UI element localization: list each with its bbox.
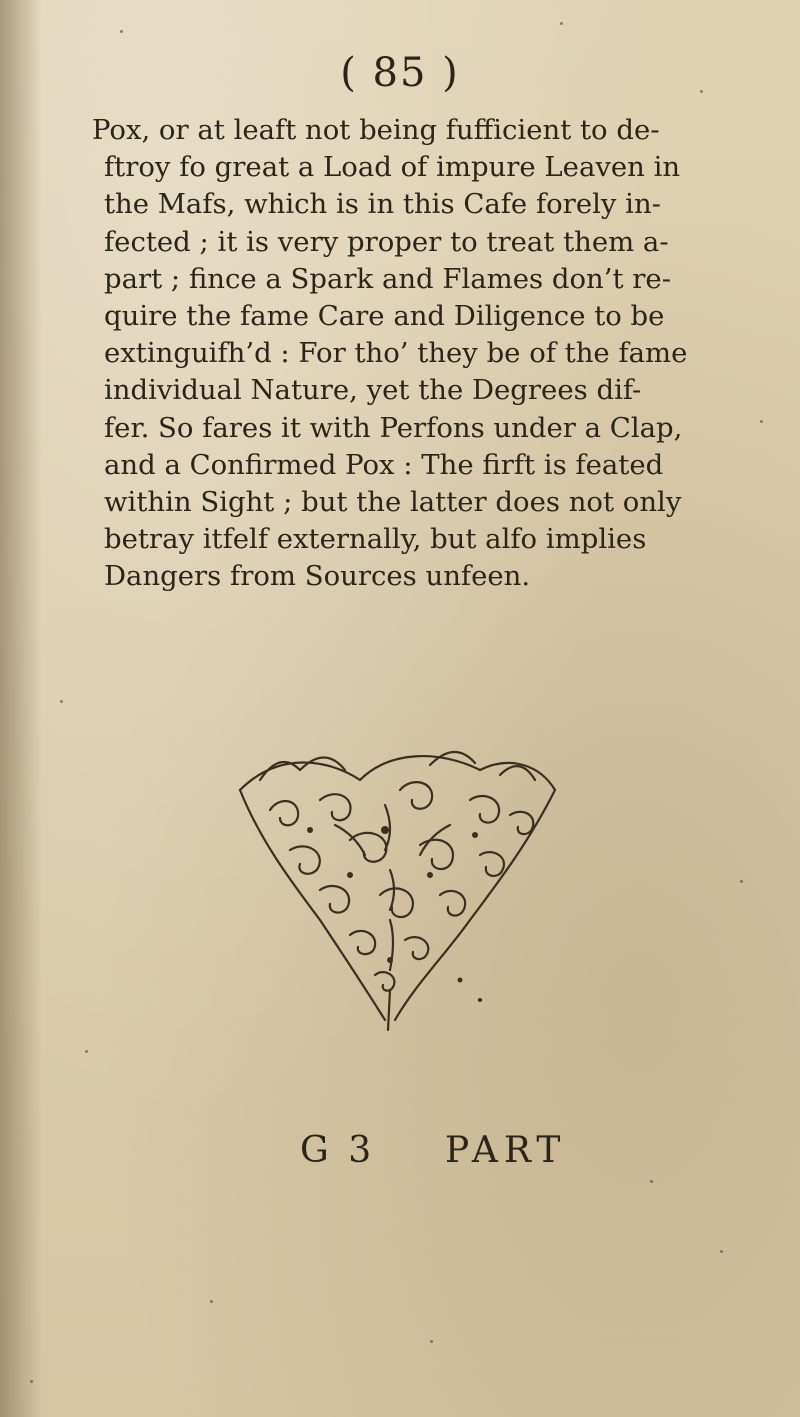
text-line: quire the fame Care and Diligence to be — [104, 300, 665, 333]
text-line: within Sight ; but the latter does not only — [104, 486, 682, 519]
page-gutter-shadow — [0, 0, 42, 1417]
text-line: Dangers from Sources unfeen. — [104, 560, 531, 593]
body-text — [92, 112, 732, 596]
text-line: fected ; it is very proper to treat them a- — [104, 225, 669, 258]
text-line: the Mafs, which is in this Cafe forely in- — [104, 188, 661, 221]
page-number: ( 85 ) — [340, 50, 460, 96]
text-line: individual Nature, yet the Degrees dif- — [104, 374, 642, 407]
text-line: and a Confirmed Pox : The firft is feated — [104, 448, 664, 481]
text-line: fer. So fares it with Perfons under a Clap, — [104, 411, 683, 444]
text-line: betray itfelf externally, but alfo implies — [104, 523, 647, 556]
signature-mark: G 3 — [300, 1130, 376, 1171]
floral-tailpiece-ornament-icon — [200, 730, 580, 1050]
text-line: ftroy fo great a Load of impure Leaven in — [104, 151, 681, 184]
text-line: extinguifh’d : For tho’ they be of the fame — [104, 337, 688, 370]
text-line: Pox, or at leaft not being fufficient to de- — [92, 114, 660, 146]
text-line: part ; fince a Spark and Flames don’t re- — [104, 262, 671, 295]
catchword: PART — [445, 1130, 567, 1171]
